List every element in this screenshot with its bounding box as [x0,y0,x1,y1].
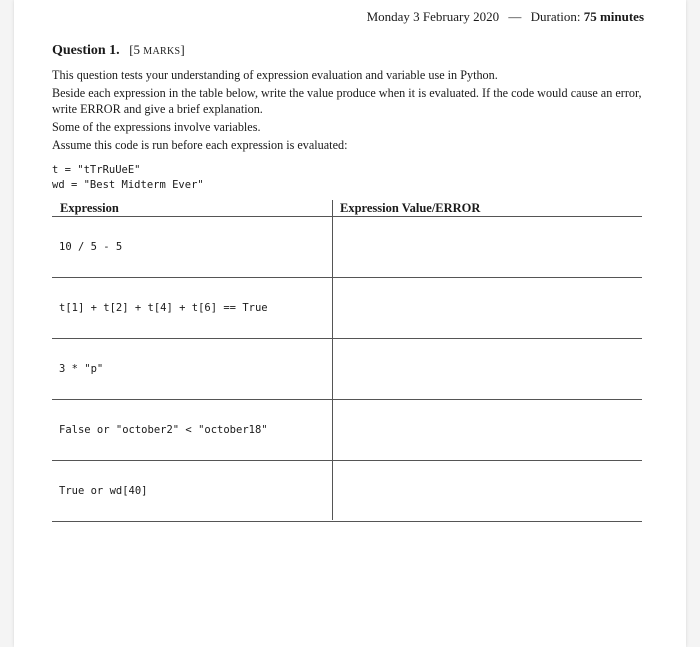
table-body [52,217,642,522]
expression-cell: 3 * "p" [59,363,104,375]
question-title: Question 1. [52,43,120,58]
code-line: wd = "Best Midterm Ever" [52,179,204,191]
instruction-paragraph: Assume this code is run before each expression is evaluated: [52,138,348,152]
duration-value: 75 minutes [583,9,644,24]
marks-open: [5 [129,42,144,57]
duration-label: Duration: [530,9,581,24]
marks-word: MARKS [143,46,181,57]
instruction-paragraph: Beside each expression in the table below, write the value produce when it is evaluated. If the code would cause an error, write ERROR and give a brief explanation. [52,86,642,116]
expression-cell: True or wd[40] [59,485,148,497]
instruction-paragraph: Some of the expressions involve variables. [52,120,261,134]
expression-cell: False or "october2" < "october18" [59,424,268,436]
instruction-paragraph: This question tests your understanding of expression evaluation and variable use in Python. [52,68,498,82]
table-row [52,461,642,522]
table-row [52,217,642,278]
expression-cell: 10 / 5 - 5 [59,241,123,253]
header-separator: — [508,9,522,24]
table-row [52,278,642,339]
exam-page [14,0,686,647]
setup-code-block [52,163,204,193]
table-row [52,400,642,461]
exam-header [367,9,644,25]
exam-date: Monday 3 February 2020 [366,9,500,24]
question-marks [129,42,185,57]
expression-table [52,200,642,497]
column-header-expression: Expression [60,201,119,215]
code-line: t = "tTrRuUeE" [52,164,141,176]
column-header-value: Expression Value/ERROR [340,201,481,215]
table-row [52,339,642,400]
question-instructions [52,67,652,153]
marks-close: ] [180,42,185,57]
expression-cell: t[1] + t[2] + t[4] + t[6] == True [59,302,268,314]
question-heading [52,42,185,59]
table-header-row [52,200,642,217]
